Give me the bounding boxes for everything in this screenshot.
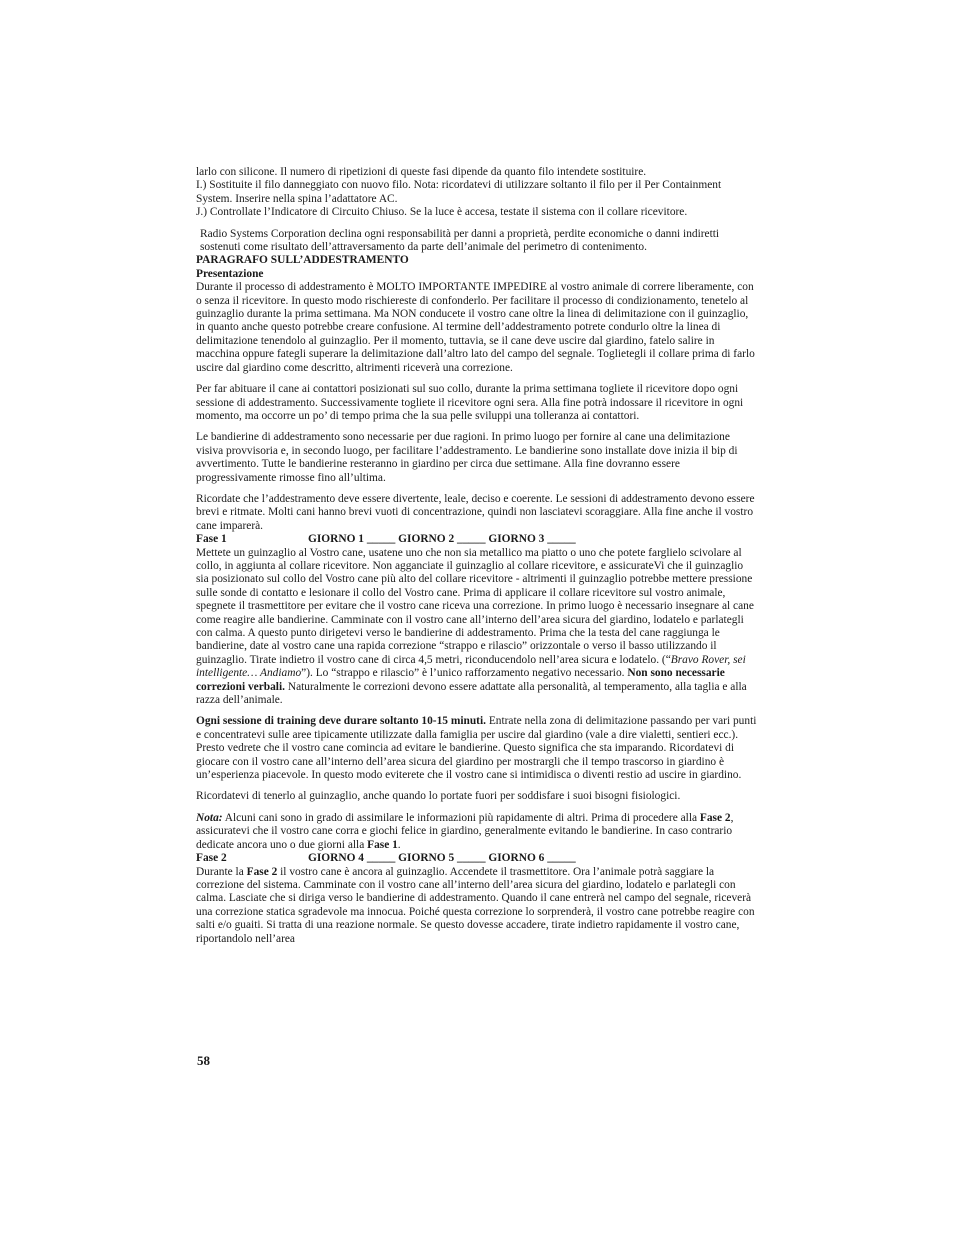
- fase-2-ref: Fase 2: [246, 865, 278, 878]
- nota-fase2-ref: Fase 2: [699, 811, 731, 824]
- fase-1-label: Fase 1: [196, 533, 227, 546]
- fase-2-text-b: il vostro cane è ancora al guinzaglio. Accendete il trasmettitore. Ora l’animale potrà saggiare la correzione del sistema. Camminate con il vostro cane all’interno dell’area sicura del giardino, lodatelo e parlategli con calma. Lasciate che si diriga verso le bandierine di addestramento. Quando il cane entrerà nel campo del segnale, riceverà una correzione statica sgradevole ma innocua. Poiché questa correzione lo sorprenderà, il vostro cane potrebbe reagire con salti e/o guaiti. Si tratta di una reazione normale. Se questo dovesse accadere, tirate indietro rapidamente il vostro cane, riportandolo nell’area: [196, 865, 755, 945]
- section-title: PARAGRAFO SULL’ADDESTRAMENTO: [196, 254, 409, 267]
- fase-2-header: [196, 852, 758, 865]
- fase-1-paragraph: [196, 547, 758, 708]
- fase-1-header: [196, 533, 758, 546]
- fase-1-quote: Bravo Rover, sei intelligente… Andiamo: [196, 653, 746, 680]
- intro-line: larlo con silicone. Il numero di ripetizioni di queste fasi dipende da quanto filo intendete sostituire.: [196, 166, 647, 178]
- presentazione-paragraph-1: Durante il processo di addestramento è MOLTO IMPORTANTE IMPEDIRE al vostro animale di correre liberamente, con o senza il ricevitore. In questo modo rischiereste di confonderlo. Per facilitare il processo di condizionamento, tenetelo al guinzaglio durante la prima settimana. Ma NON conducete il vostro cane oltre la linea di delimitazione con il guinzaglio, in quanto anche questo potrebbe creare confusione. Al termine dell’addestramento potrete condurlo oltre la linea di delimitazione tenendolo al guinzaglio. Per il momento, tuttavia, se il cane deve uscire dal giardino, fatelo salire in macchina oppure fategli superare la delimitazione dall’altro lato del campo del segnale. Toglietegli il collare prima di farlo uscire dal giardino come descritto, altrimenti riceverà una correzione.: [196, 281, 755, 374]
- nota-text-a: Alcuni cani sono in grado di assimilare le informazioni più rapidamente di altri. Prima di procedere alla: [222, 811, 700, 824]
- fase-1-bold: Non sono necessarie correzioni verbali.: [196, 667, 725, 693]
- fase-1-text-b: ”). Lo “strappo e rilascio” è l’unico rafforzamento negativo necessario.: [301, 667, 628, 680]
- nota-fase1-ref: Fase 1: [367, 838, 398, 851]
- fase-2-days: GIORNO 4 _____ GIORNO 5 _____ GIORNO 6 _____: [308, 852, 576, 865]
- nota-label: Nota:: [196, 811, 223, 824]
- guinzaglio-note: Ricordatevi di tenerlo al guinzaglio, anche quando lo portate fuori per soddisfare i suoi bisogni fisiologici.: [196, 790, 681, 803]
- fase-2-text-a: Durante la: [196, 865, 247, 878]
- presentazione-paragraph-3: Le bandierine di addestramento sono necessarie per due ragioni. In primo luogo per fornire al cane una delimitazione visiva provvisoria e, in secondo luogo, per facilitare l’addestramento. Le bandierine sono installate dove inizia il bip di avvertimento. Tutte le bandierine resteranno in giardino per circa due settimane. Alla fine dovranno essere progressivamente rimosse fino all’ultima.: [196, 431, 738, 484]
- sessione-text: Entrate nella zona di delimitazione passando per vari punti e concentratevi sulle aree tipicamente utilizzate dalla famiglia per uscire dal giardino (vale a dire vialetti, sentieri ecc.). Presto vedrete che il vostro cane comincia ad evitare le bandierine. Questo significa che sta imparando. Ricordatevi di giocare con il vostro cane all’interno dell’area sicura del giardino per mostrargli che il tempo trascorso in giardino è un’esperienza piacevole. In questo modo eviterete che il vostro cane si intimidisca o diventi restio ad uscire in giardino.: [196, 715, 757, 782]
- disclaimer: Radio Systems Corporation declina ogni responsabilità per danni a proprietà, perdite economiche o danni indiretti sostenuti come risultato dell’attraversamento da parte dell’animale del perimetro di contenimento.: [200, 227, 720, 254]
- fase-2-paragraph: [196, 866, 758, 946]
- fase-1-text-c: Naturalmente le correzioni devono essere adattate alla personalità, al temperamento, alla taglia e alla razza dell’animale.: [196, 680, 747, 707]
- step-i: I.) Sostituite il filo danneggiato con nuovo filo. Nota: ricordatevi di utilizzare soltanto il filo per il Per Containment System. Inserire nella spina l’adattatore AC.: [196, 179, 722, 205]
- fase-1-text-a: Mettete un guinzaglio al Vostro cane, usatene uno che non sia metallico ma piatto o uno che potete farglielo scivolare al collo, in aggiunta al collare ricevitore. Non agganciate il guinzaglio al collare ricevitore, e assicurateVi che il guinzaglio sia posizionato sul collo del Vostro cane più alto del collare ricevitore - altrimenti il guinzaglio potrebbe mettere pressione sulle sonde di contatto e lesionare il collo del Vostro cane. Prima di applicare il collare ricevitore sul vostro animale, spegnete il trasmettitore per evitare che il vostro cane riceva una correzione. In primo luogo è necessario insegnare al cane come reagire alle bandierine. Camminate con il vostro cane all’interno dell’area sicura del giardino, lodatelo e parlategli con calma. A questo punto dirigetevi verso le bandierine di addestramento. Prima che la testa del cane raggiunga le bandierine, date al vostro cane una rapida correzione “strappo e rilascio” orizzontale o verso il basso utilizzando il guinzaglio. Tirate indietro il vostro cane di circa 4,5 metri, riconducendolo nell’area sicura e lodatelo. (“: [196, 546, 754, 666]
- nota-text-b: , assicuratevi che il vostro cane corra e giochi felice in giardino, generalmente evitando le bandierine. In caso contrario dedicate ancora uno o due giorni alla: [196, 811, 734, 851]
- step-j: J.) Controllate l’Indicatore di Circuito Chiuso. Se la luce è accesa, testate il sistema con il collare ricevitore.: [196, 206, 688, 219]
- presentazione-title: Presentazione: [196, 267, 264, 280]
- sessione-paragraph: [196, 715, 758, 782]
- fase-2-label: Fase 2: [196, 852, 227, 865]
- presentazione-paragraph-2: Per far abituare il cane ai contattori posizionati sul suo collo, durante la prima settimana togliete il ricevitore dopo ogni sessione di addestramento. Successivamente togliete il ricevitore ogni sera. Alla fine potrà indossare il ricevitore in ogni momento, ma occorre un po’ di tempo prima che la sua pelle sviluppi una tolleranza ai contattori.: [196, 383, 744, 422]
- fase-1-days: GIORNO 1 _____ GIORNO 2 _____ GIORNO 3 _____: [308, 533, 576, 546]
- nota-text-c: .: [397, 838, 401, 851]
- presentazione-paragraph-4: Ricordate che l’addestramento deve essere divertente, leale, deciso e coerente. Le sessioni di addestramento devono essere brevi e ritmate. Molti cani hanno brevi vuoti di concentrazione, quindi non lasciatevi scoraggiare. Alla fine anche il vostro cane imparerà.: [196, 492, 755, 532]
- document-page: [196, 166, 758, 946]
- sessione-bold: Ogni sessione di training deve durare soltanto 10-15 minuti.: [196, 715, 486, 728]
- nota-paragraph: [196, 812, 758, 852]
- page-number: 58: [197, 1053, 210, 1068]
